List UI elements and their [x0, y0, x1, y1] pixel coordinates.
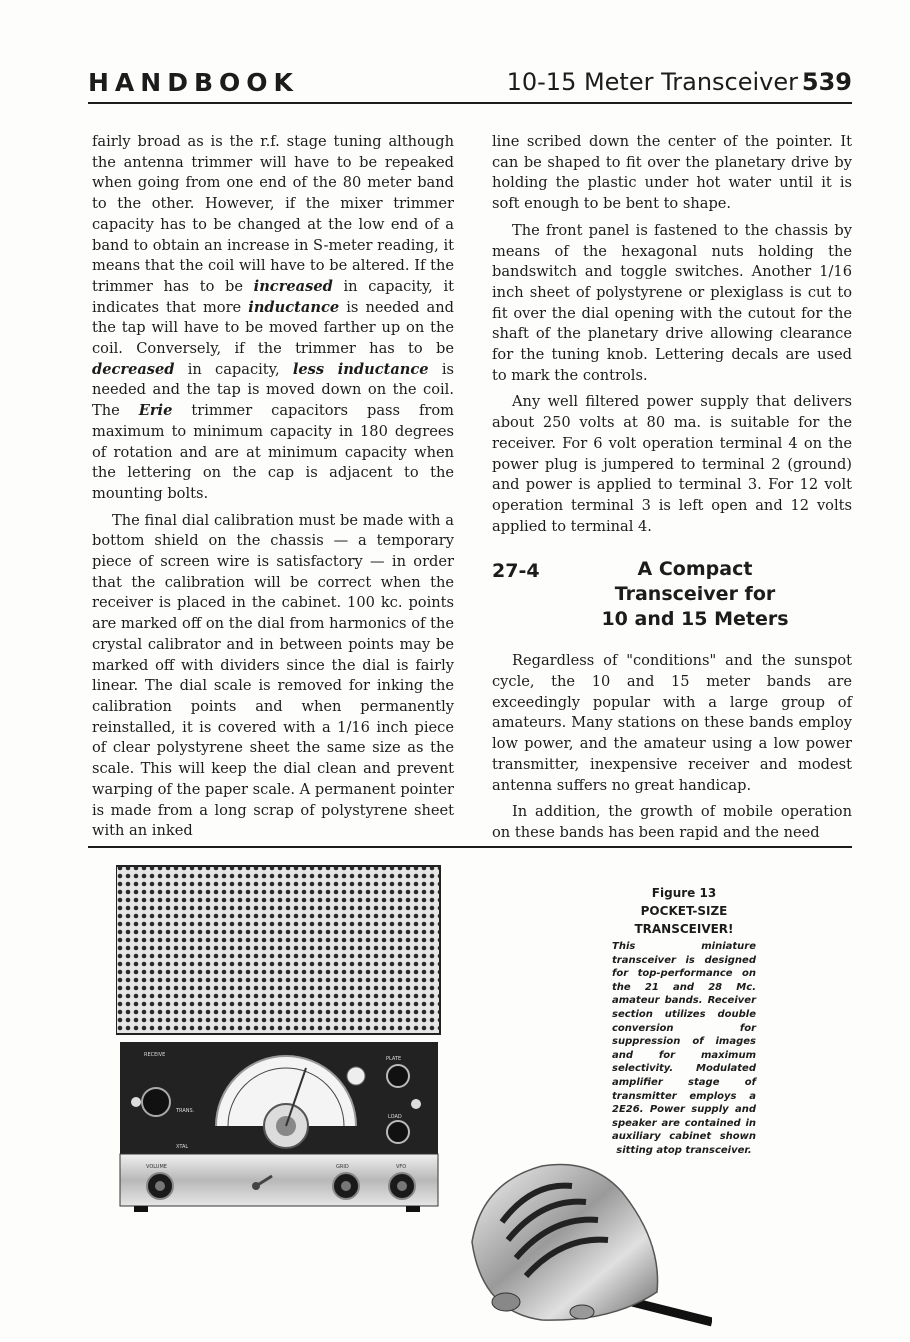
paragraph-text: trimmer capacitors pass from maximum to minimum capacity in 180 degrees of rotation and are at minimum capacity when the lettering on the cap is adjacent to the mounting bolts. — [92, 402, 454, 502]
label-vfo: VFO — [396, 1164, 407, 1170]
running-header — [88, 66, 852, 104]
left-column — [92, 132, 454, 848]
section-title-line-2: Transceiver for — [614, 583, 776, 606]
section-number: 27-4 — [492, 560, 540, 583]
paragraph-text: is needed and the tap is moved down on the coil. The — [92, 360, 454, 420]
right-paragraph-4: Regardless of "conditions" and the sunspot cycle, the 10 and 15 meter bands are exceedingly popular with a large group of amateurs. Many stations on these bands employ low power, and the amateur using a low power transmitter, inexpensive receiver and modest antenna suffers no great handicap. — [492, 652, 852, 794]
section-title-line-1: A Compact — [637, 558, 753, 581]
label-volume: VOLUME — [146, 1164, 167, 1170]
figure-label: Figure 13 — [651, 886, 717, 900]
figure-divider — [88, 846, 852, 848]
emphasis-term: inductance — [248, 298, 340, 316]
left-paragraph-1 — [92, 132, 454, 505]
section-heading — [492, 557, 852, 635]
trans-receive-knob — [142, 1088, 170, 1116]
label-load: LOAD — [388, 1114, 402, 1120]
paragraph-text: fairly broad as is the r.f. stage tuning although the antenna trimmer will have to be repeaked when going from one end of the 80 meter band to the other. However, if the mixer trimmer capacity has to be changed at the low end of a band to obtain an increase in S-meter reading, it means that the coil will have to be altered. If the trimmer has to be — [92, 133, 454, 295]
load-knob — [387, 1121, 409, 1143]
section-title — [550, 557, 840, 632]
right-paragraph-1: line scribed down the center of the pointer. It can be shaped to fit over the planetary drive by holding the plastic under hot water until it is soft enough to be bent to shape. — [492, 133, 852, 213]
label-plate: PLATE — [386, 1056, 402, 1062]
figure-title: POCKET-SIZE TRANSCEIVER! — [634, 904, 734, 936]
chapter-title: 10-15 Meter Transceiver — [506, 68, 798, 96]
microphone-photo — [462, 1152, 712, 1328]
section-title-line-3: 10 and 15 Meters — [601, 608, 789, 631]
left-paragraph-2: The final dial calibration must be made with a bottom shield on the chassis — a temporary piece of screen wire is satisfactory — in order that the calibration will be correct when the receiver is placed in the cabinet. 100 kc. points are marked off on the dial from harmonics of the crystal calibrator and in between points may be marked off with dividers since the dial is fairly linear. The dial scale is removed for inking the calibration points and when permanently reinstalled, it is covered with a 1/16 inch piece of clear polystyrene sheet the same size as the scale. This will keep the dial clean and prevent warping of the paper scale. A permanent pointer is made from a long scrap of polystyrene sheet with an inked — [92, 511, 454, 840]
plate-knob — [387, 1065, 409, 1087]
right-paragraph-2: The front panel is fastened to the chassis by means of the hexagonal nuts holding the bandswitch and toggle switches. Another 1/16 inch sheet of polystyrene or plexiglass is cut to fit over the dial opening with the cutout for the shaft of the planetary drive allowing clearance for the tuning knob. Lettering decals are used to mark the controls. — [492, 221, 852, 384]
speaker-cabinet — [116, 866, 440, 1034]
figure-caption-text: This miniature transceiver is designed for top-performance on the 21 and 28 Mc. amateur bands. Receiver section utilizes double conversion for suppression of images and for maximum selectivity. Modulated amplifier stage of transmitter employs a 2E26. Power supply and speaker are contained in auxiliary cabinet shown sitting atop transceiver. — [612, 941, 756, 1156]
right-column — [492, 132, 852, 850]
book-title: HANDBOOK — [88, 68, 299, 97]
paragraph-text: in capacity, — [174, 360, 293, 378]
label-grid: GRID — [336, 1164, 349, 1170]
paragraph-text: is needed and the tap will have to be moved farther up on the coil. Conversely, if the trimmer has to be — [92, 298, 454, 358]
right-paragraph-3: Any well filtered power supply that delivers about 250 volts at 80 ma. is suitable for the receiver. For 6 volt operation terminal 4 on the power plug is jumpered to terminal 2 (ground) and power is applied to terminal 3. For 12 volt operation terminal 3 is left open and 12 volts applied to terminal 4. — [492, 393, 852, 535]
label-xtal: XTAL — [176, 1144, 189, 1150]
label-receive: RECEIVE — [144, 1052, 166, 1058]
right-paragraph-5: In addition, the growth of mobile operation on these bands has been rapid and the need — [492, 803, 852, 841]
paragraph-text: in capacity, it indicates that more — [92, 277, 454, 316]
emphasis-term: decreased — [92, 360, 175, 378]
transceiver-photo — [116, 864, 442, 1214]
emphasis-term: less inductance — [292, 360, 429, 378]
figure-caption — [612, 884, 756, 1158]
label-trans: TRANS. — [176, 1108, 195, 1114]
emphasis-term: increased — [253, 277, 333, 295]
page-number: 539 — [801, 68, 852, 96]
emphasis-term: Erie — [138, 402, 173, 420]
